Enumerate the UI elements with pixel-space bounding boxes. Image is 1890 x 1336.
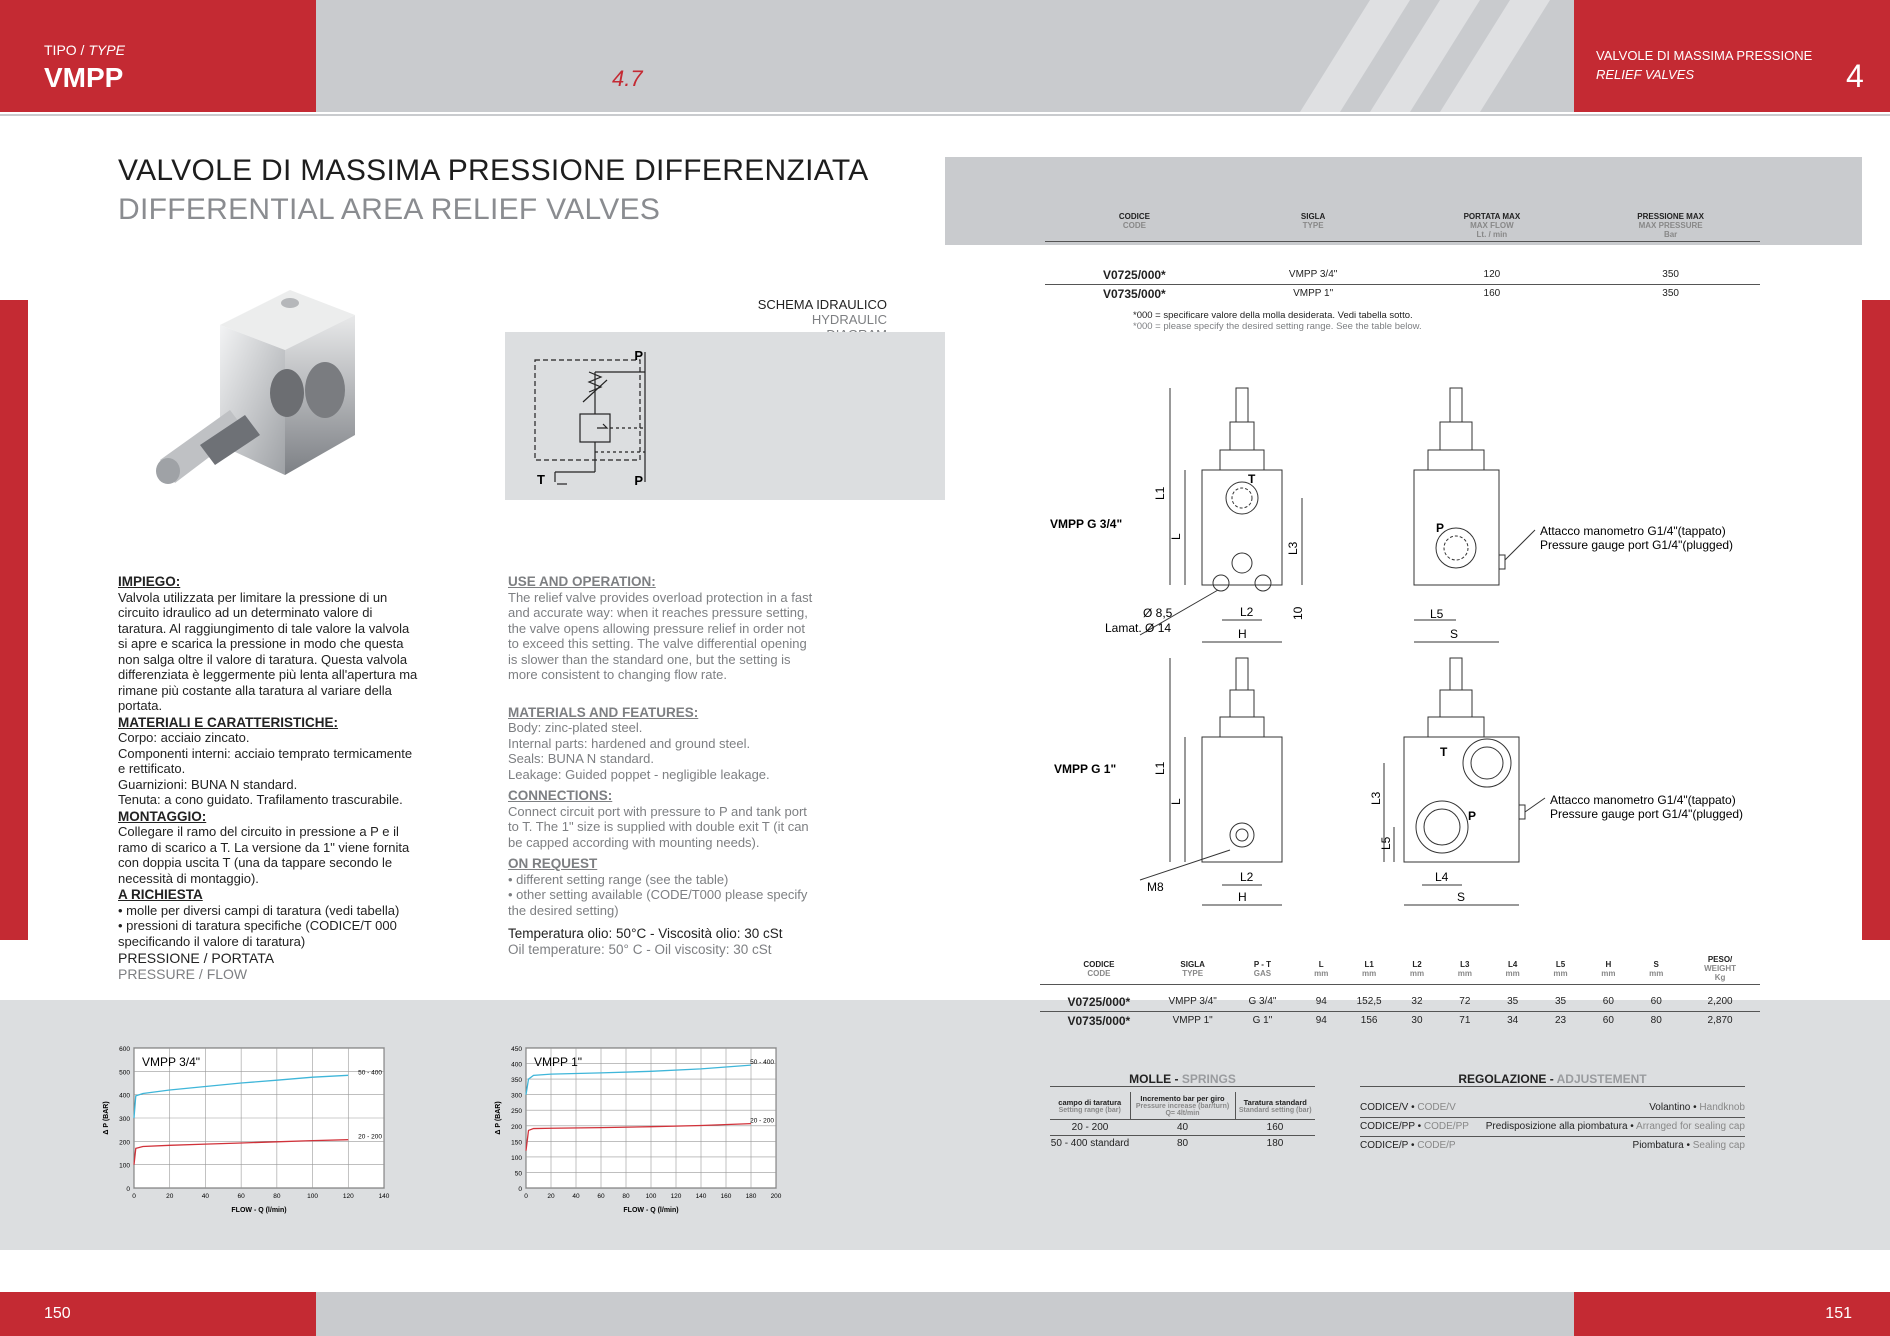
materials-heading: MATERIALS AND FEATURES: <box>508 704 699 720</box>
en-description <box>508 573 818 957</box>
y-tick-label: 350 <box>511 1077 522 1085</box>
gauge-port-it: Attacco manometro G1/4"(tappato) <box>1540 524 1726 538</box>
dims-row: V0725/000* VMPP 3/4" G 3/4" 94 152,5 32 72 35 35 60 60 2,200 <box>1040 993 1760 1012</box>
request-heading: ON REQUEST <box>508 856 598 871</box>
use-text: The relief valve provides overload protection in a fast and accurate way: when it reaches pressure setting, the valve opens allowing pressure relief in order not to exceed this setting. The valve differential opening is slower than the standard one, but the setting is more consistent to changing flow rate. <box>508 589 813 682</box>
materiali-heading: MATERIALI E CARATTERISTICHE: <box>118 714 338 730</box>
dims-header: L2 mm <box>1409 959 1425 978</box>
dim-s-1: S <box>1457 890 1466 904</box>
codes-note-it: *000 = specificare valore della molla desiderata. Vedi tabella sotto. <box>1133 310 1413 321</box>
y-tick-label: 450 <box>511 1046 522 1053</box>
pressione-label-en: PRESSURE / FLOW <box>118 965 248 982</box>
left-side-bar <box>0 300 28 940</box>
dim-lamat: Lamat. Ø 14 <box>1105 621 1172 635</box>
it-description <box>118 573 418 982</box>
codes-header-type: SIGLA TYPE <box>1300 212 1326 230</box>
temp-en: Oil temperature: 50° C - Oil viscosity: 30 cSt <box>508 941 772 957</box>
adjust-table <box>1360 1098 1745 1155</box>
drawing-label-1: VMPP G 1" <box>1054 762 1117 776</box>
dim-hole: Ø 8,5 <box>1143 606 1173 620</box>
y-axis-label: Δ P (BAR) <box>495 1101 502 1135</box>
gauge-port-it-2: Attacco manometro G1/4"(tappato) <box>1550 793 1736 807</box>
chart-vmpp-34 <box>96 1040 476 1235</box>
springs-title-en: SPRINGS <box>1181 1072 1236 1086</box>
request-line: • other setting available (CODE/T000 please specify the desired setting) <box>508 887 808 918</box>
adjust-row: CODICE/V • CODE/V Volantino • Handknob <box>1360 1098 1745 1117</box>
y-tick-label: 0 <box>126 1186 130 1193</box>
montaggio-text: Collegare il ramo del circuito in pressione a P e il ramo di scarico a T. La versione da 1" viene fornita con doppia uscita T (una da tappare secondo le necessità di montaggio). <box>118 824 410 886</box>
y-tick-label: 400 <box>511 1061 522 1069</box>
category-block <box>1574 0 1890 112</box>
y-tick-label: 100 <box>119 1162 130 1170</box>
dims-header: L3 mm <box>1457 959 1472 978</box>
schema-port-p-top: P <box>634 348 643 363</box>
series-label: 20 - 200 <box>750 1117 774 1125</box>
port-p-1: P <box>1468 809 1477 823</box>
page-number-right: 151 <box>1825 1305 1852 1322</box>
x-tick-label: 0 <box>132 1193 136 1200</box>
chapter-number: 4 <box>1846 58 1864 94</box>
dims-header: PESO/ WEIGHT Kg <box>1704 955 1737 982</box>
springs-row: 50 - 400 standard 80 180 <box>1050 1138 1284 1149</box>
type-value: VMPP <box>44 62 124 93</box>
dims-header: L mm <box>1314 959 1329 978</box>
materials-line: Internal parts: hardened and ground steel. <box>508 735 751 751</box>
y-tick-label: 50 <box>514 1170 522 1178</box>
dim-l: L <box>1169 533 1183 540</box>
x-tick-label: 180 <box>745 1193 757 1200</box>
springs-title-it: MOLLE - <box>1129 1072 1179 1086</box>
richiesta-heading: A RICHIESTA <box>118 887 203 902</box>
dim-l1-1: L1 <box>1153 761 1167 775</box>
y-tick-label: 300 <box>119 1116 130 1123</box>
right-side-bar <box>1862 300 1890 940</box>
dims-header: H mm <box>1601 959 1616 978</box>
y-tick-label: 300 <box>511 1092 522 1100</box>
section-number: 4.7 <box>612 66 643 91</box>
series-label: 50 - 400 <box>750 1059 774 1067</box>
dim-l2-1: L2 <box>1240 870 1254 884</box>
dims-header: L5 mm <box>1553 959 1568 978</box>
materiali-line: Componenti interni: acciaio temprato termicamente e rettificato. <box>118 745 413 776</box>
codes-row: V0725/000* VMPP 3/4" 120 350 <box>1045 266 1760 285</box>
materials-line: Leakage: Guided poppet - negligible leakage. <box>508 766 770 782</box>
x-tick-label: 0 <box>524 1193 528 1200</box>
schema-panel <box>505 332 945 500</box>
temp-it: Temperatura olio: 50°C - Viscosità olio: 30 cSt <box>508 926 783 941</box>
port-p-34: P <box>1436 521 1445 535</box>
chart-vmpp-1 <box>488 1040 868 1235</box>
schema-port-t: T <box>537 472 545 487</box>
dim-10: 10 <box>1291 606 1305 620</box>
codes-header-code: CODICE CODE <box>1118 212 1150 230</box>
springs-header: Incremento bar per giro Pressure increase (bar/turn) Q= 4lt/min <box>1130 1092 1235 1120</box>
dim-l3: L3 <box>1286 541 1300 555</box>
top-divider <box>0 114 1890 116</box>
montaggio-heading: MONTAGGIO: <box>118 808 207 824</box>
x-tick-label: 60 <box>597 1193 605 1200</box>
chart-svg <box>488 1040 868 1230</box>
technical-drawings <box>1040 380 1780 920</box>
codes-header-flow: PORTATA MAX MAX FLOW Lt. / min <box>1463 212 1521 239</box>
schema-port-p-bottom: P <box>634 473 643 488</box>
adjust-row: CODICE/PP • CODE/PP Predisposizione alla piombatura • Arranged for sealing cap <box>1360 1117 1745 1136</box>
codes-note <box>1133 310 1422 332</box>
type-block <box>0 0 316 112</box>
adjust-title <box>1360 1072 1745 1087</box>
footer-right <box>1574 1292 1890 1336</box>
dim-l5: L5 <box>1430 607 1444 621</box>
x-tick-label: 200 <box>770 1193 782 1200</box>
dim-l2: L2 <box>1240 605 1254 619</box>
chart-svg <box>96 1040 476 1230</box>
dims-header: S mm <box>1649 959 1664 978</box>
impiego-heading: IMPIEGO: <box>118 574 181 589</box>
adjust-row: CODICE/P • CODE/P Piombatura • Sealing cap <box>1360 1140 1745 1152</box>
stripe-decoration <box>1260 0 1580 112</box>
schema-title-it: SCHEMA IDRAULICO <box>757 297 887 312</box>
dims-header: SIGLA TYPE <box>1180 959 1205 978</box>
materiali-line: Corpo: acciaio zincato. <box>118 730 250 745</box>
codes-header-pressure: PRESSIONE MAX MAX PRESSURE Bar <box>1637 212 1704 239</box>
richiesta-line: • pressioni di taratura specifiche (CODICE/T 000 specificando il valore di taratura) <box>118 918 397 949</box>
dim-l1: L1 <box>1153 486 1167 500</box>
dims-header: L4 mm <box>1505 959 1520 978</box>
category-en: RELIEF VALVES <box>1596 67 1695 82</box>
springs-header: Taratura standard Standard setting (bar) <box>1238 1097 1312 1114</box>
pressione-label-it: PRESSIONE / PORTATA <box>118 950 275 966</box>
type-label-it: TIPO / <box>44 42 85 58</box>
adjust-title-en: ADJUSTEMENT <box>1556 1072 1647 1086</box>
x-tick-label: 20 <box>547 1193 555 1200</box>
y-tick-label: 600 <box>119 1046 130 1053</box>
chart-title: VMPP 1" <box>534 1055 583 1069</box>
dim-l-1: L <box>1169 798 1183 805</box>
dim-l3-1: L3 <box>1369 791 1383 805</box>
series-label: 50 - 400 <box>358 1069 382 1077</box>
y-tick-label: 250 <box>511 1108 522 1116</box>
dim-h-1: H <box>1238 890 1247 904</box>
richiesta-line: • molle per diversi campi di taratura (vedi tabella) <box>118 902 400 918</box>
footer-left <box>0 1292 316 1336</box>
use-heading: USE AND OPERATION: <box>508 574 656 589</box>
connections-text: Connect circuit port with pressure to P and tank port to T. The 1" size is supplied with double exit T (it can be capped according with mounting needs). <box>508 803 809 850</box>
port-t-34: T <box>1248 472 1256 486</box>
y-tick-label: 100 <box>511 1154 522 1162</box>
x-tick-label: 40 <box>201 1193 210 1200</box>
chart-title: VMPP 3/4" <box>142 1055 201 1069</box>
hydraulic-diagram <box>505 332 945 500</box>
dim-s: S <box>1450 627 1459 641</box>
category-it: VALVOLE DI MASSIMA PRESSIONE <box>1596 48 1813 63</box>
dim-l4-1: L4 <box>1435 870 1449 884</box>
codes-table <box>1045 210 1760 303</box>
dim-h: H <box>1238 627 1247 641</box>
springs-row: 20 - 200 40 160 <box>1050 1120 1315 1136</box>
page-number-left: 150 <box>44 1305 71 1322</box>
x-tick-label: 120 <box>342 1193 354 1200</box>
x-axis-label: FLOW - Q (l/min) <box>231 1207 287 1214</box>
x-tick-label: 80 <box>622 1193 630 1200</box>
dims-header: CODICE CODE <box>1083 959 1115 978</box>
springs-table <box>1050 1092 1315 1151</box>
dims-header: P - T GAS <box>1253 959 1272 978</box>
x-tick-label: 160 <box>720 1193 732 1200</box>
drawing-label-34: VMPP G 3/4" <box>1050 517 1123 531</box>
dims-table <box>1040 953 1760 1030</box>
dim-m8: M8 <box>1147 880 1164 894</box>
impiego-text: Valvola utilizzata per limitare la pressione di un circuito idraulico ad un determinato valore di taratura. Al raggiungimento di tale valore la valvola si apre e scarica la pressione in modo che questa non salga oltre il valore di taratura. Questa valvola differenziata è leggermente più lenta all'apertura ma rimane più costante alla taratura al variare della portata. <box>118 589 418 713</box>
materials-line: Seals: BUNA N standard. <box>508 751 654 766</box>
materials-line: Body: zinc-plated steel. <box>508 720 643 735</box>
x-tick-label: 80 <box>273 1193 281 1200</box>
dims-row: V0735/000* VMPP 1" G 1" 94 156 30 71 34 23 60 80 2,870 <box>1067 1013 1733 1028</box>
y-tick-label: 0 <box>518 1186 522 1193</box>
page-title-it: VALVOLE DI MASSIMA PRESSIONE DIFFERENZIATA <box>118 154 869 187</box>
type-label-en: TYPE <box>88 42 125 58</box>
x-tick-label: 40 <box>572 1193 580 1200</box>
y-tick-label: 200 <box>119 1139 130 1147</box>
y-tick-label: 400 <box>119 1092 130 1100</box>
springs-title <box>1050 1072 1315 1087</box>
port-t-1: T <box>1440 745 1448 759</box>
materiali-line: Guarnizioni: BUNA N standard. <box>118 776 298 792</box>
connections-heading: CONNECTIONS: <box>508 788 613 803</box>
x-axis-label: FLOW - Q (l/min) <box>623 1207 679 1214</box>
materiali-line: Tenuta: a cono guidato. Trafilamento trascurabile. <box>118 792 403 807</box>
gauge-port-en-2: Pressure gauge port G1/4"(plugged) <box>1550 807 1744 821</box>
adjust-title-it: REGOLAZIONE - <box>1458 1072 1554 1086</box>
codes-row: V0735/000* VMPP 1" 160 350 <box>1103 286 1679 301</box>
x-tick-label: 140 <box>695 1193 707 1200</box>
gauge-port-en: Pressure gauge port G1/4"(plugged) <box>1540 538 1734 552</box>
x-tick-label: 140 <box>378 1193 390 1200</box>
x-tick-label: 100 <box>645 1193 657 1200</box>
page-title-en: DIFFERENTIAL AREA RELIEF VALVES <box>118 193 661 226</box>
dims-header: L1 mm <box>1362 959 1377 978</box>
springs-header: campo di taratura Setting range (bar) <box>1050 1092 1130 1120</box>
x-tick-label: 100 <box>307 1193 319 1200</box>
y-tick-label: 500 <box>119 1069 130 1077</box>
y-tick-label: 200 <box>511 1123 522 1131</box>
series-label: 20 - 200 <box>358 1133 382 1141</box>
schema-title-en: HYDRAULIC <box>811 312 887 327</box>
x-tick-label: 20 <box>166 1193 174 1200</box>
y-axis-label: Δ P (BAR) <box>103 1101 110 1135</box>
codes-note-en: *000 = please specify the desired setting range. See the table below. <box>1133 321 1422 332</box>
valve-product-image <box>140 285 365 490</box>
x-tick-label: 60 <box>237 1193 245 1200</box>
dim-l5-1: L5 <box>1379 836 1393 850</box>
x-tick-label: 120 <box>670 1193 682 1200</box>
y-tick-label: 150 <box>511 1139 522 1147</box>
request-line: • different setting range (see the table) <box>508 871 729 887</box>
